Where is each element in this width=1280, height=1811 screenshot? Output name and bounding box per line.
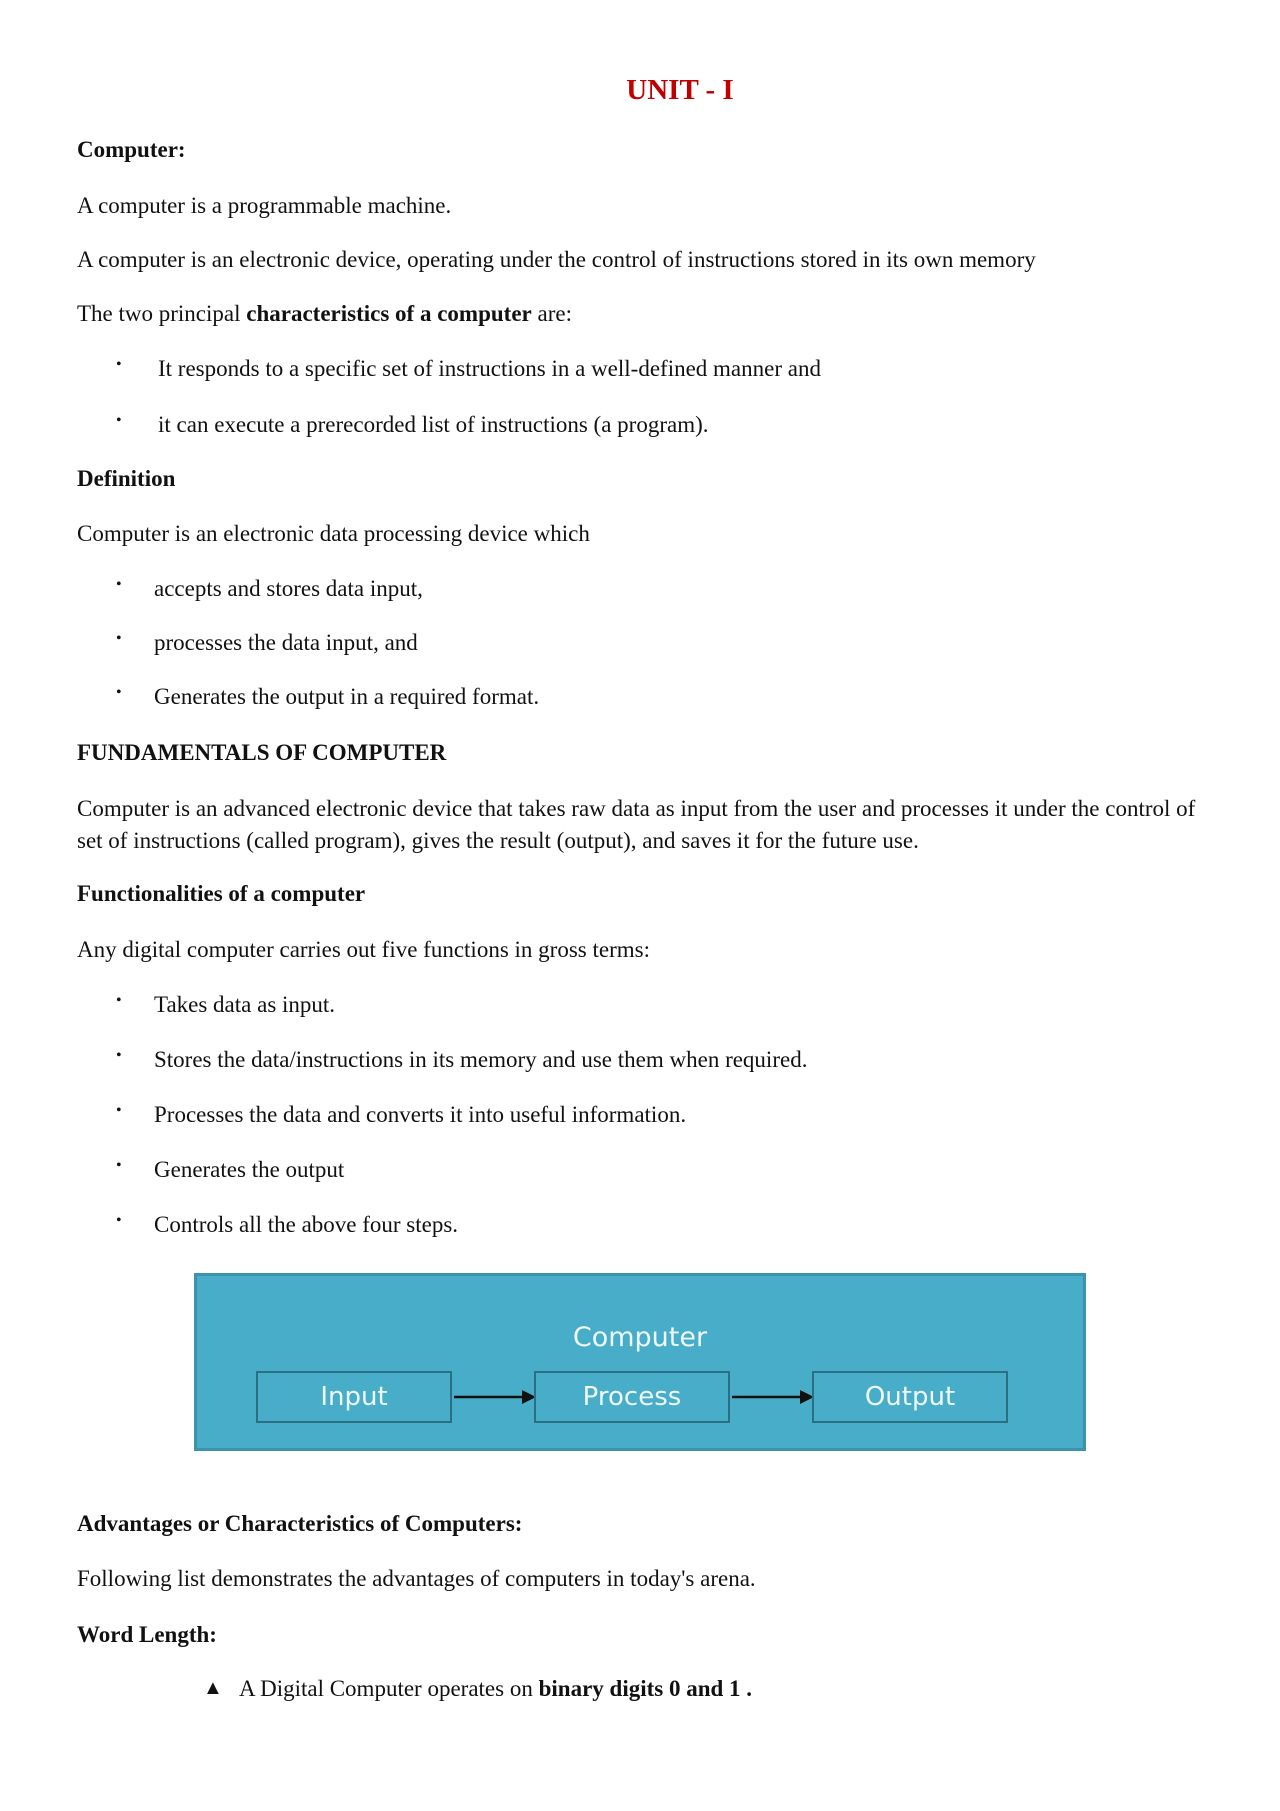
bullet-icon: • (116, 576, 122, 593)
arrow-right-icon (730, 1384, 815, 1410)
computer-heading: Computer: (77, 137, 186, 162)
characteristics-line (77, 300, 572, 328)
list-item: It responds to a specific set of instructions in a well-defined manner and (158, 356, 821, 381)
characteristics-bold: characteristics of a computer (246, 301, 532, 326)
word-length-item (239, 1675, 752, 1703)
computer-line-1: A computer is a programmable machine. (77, 193, 452, 218)
list-item: Generates the output (154, 1157, 345, 1182)
list-item: accepts and stores data input, (154, 576, 423, 601)
list-item: Processes the data and converts it into useful information. (154, 1102, 687, 1127)
bullet-icon: • (116, 356, 122, 373)
bullet-icon: • (116, 1047, 122, 1064)
advantages-intro: Following list demonstrates the advantages of computers in today's arena. (77, 1566, 756, 1591)
diagram-box-process: Process (534, 1371, 730, 1423)
word-length-bold: binary digits 0 and 1 . (538, 1676, 753, 1701)
list-item: Controls all the above four steps. (154, 1212, 459, 1237)
page-title: UNIT - I (626, 74, 734, 106)
characteristics-post: are: (531, 301, 572, 326)
bullet-icon: • (116, 1157, 122, 1174)
list-item: Stores the data/instructions in its memory and use them when required. (154, 1047, 808, 1072)
list-item: processes the data input, and (154, 630, 418, 655)
computer-flow-diagram (194, 1273, 1086, 1451)
word-length-heading: Word Length: (77, 1622, 217, 1647)
characteristics-pre: The two principal (77, 301, 247, 326)
list-item: it can execute a prerecorded list of instructions (a program). (158, 412, 709, 437)
diagram-box-input: Input (256, 1371, 452, 1423)
diagram-box-output: Output (812, 1371, 1008, 1423)
bullet-icon: • (116, 412, 122, 429)
diagram-caption: Computer (572, 1322, 708, 1353)
list-item: Takes data as input. (154, 992, 336, 1017)
functionalities-intro: Any digital computer carries out five functions in gross terms: (77, 937, 650, 962)
arrow-right-icon (452, 1384, 537, 1410)
triangle-bullet-icon: ▲ (203, 1677, 223, 1699)
word-length-pre: A Digital Computer operates on (239, 1676, 539, 1701)
bullet-icon: • (116, 1102, 122, 1119)
functionalities-heading: Functionalities of a computer (77, 881, 366, 906)
bullet-icon: • (116, 1212, 122, 1229)
definition-heading: Definition (77, 466, 176, 491)
advantages-heading: Advantages or Characteristics of Computers: (77, 1511, 523, 1536)
fundamentals-paragraph: Computer is an advanced electronic device that takes raw data as input from the user and processes it under the control of set of instructions (called program), gives the result (output), and saves it for the future use. (77, 796, 1196, 853)
list-item: Generates the output in a required format. (154, 684, 540, 709)
bullet-icon: • (116, 684, 122, 701)
bullet-icon: • (116, 630, 122, 647)
definition-intro: Computer is an electronic data processing device which (77, 521, 590, 546)
fundamentals-heading: FUNDAMENTALS OF COMPUTER (77, 740, 447, 765)
computer-line-2: A computer is an electronic device, operating under the control of instructions stored in its own memory (77, 247, 1036, 272)
bullet-icon: • (116, 992, 122, 1009)
